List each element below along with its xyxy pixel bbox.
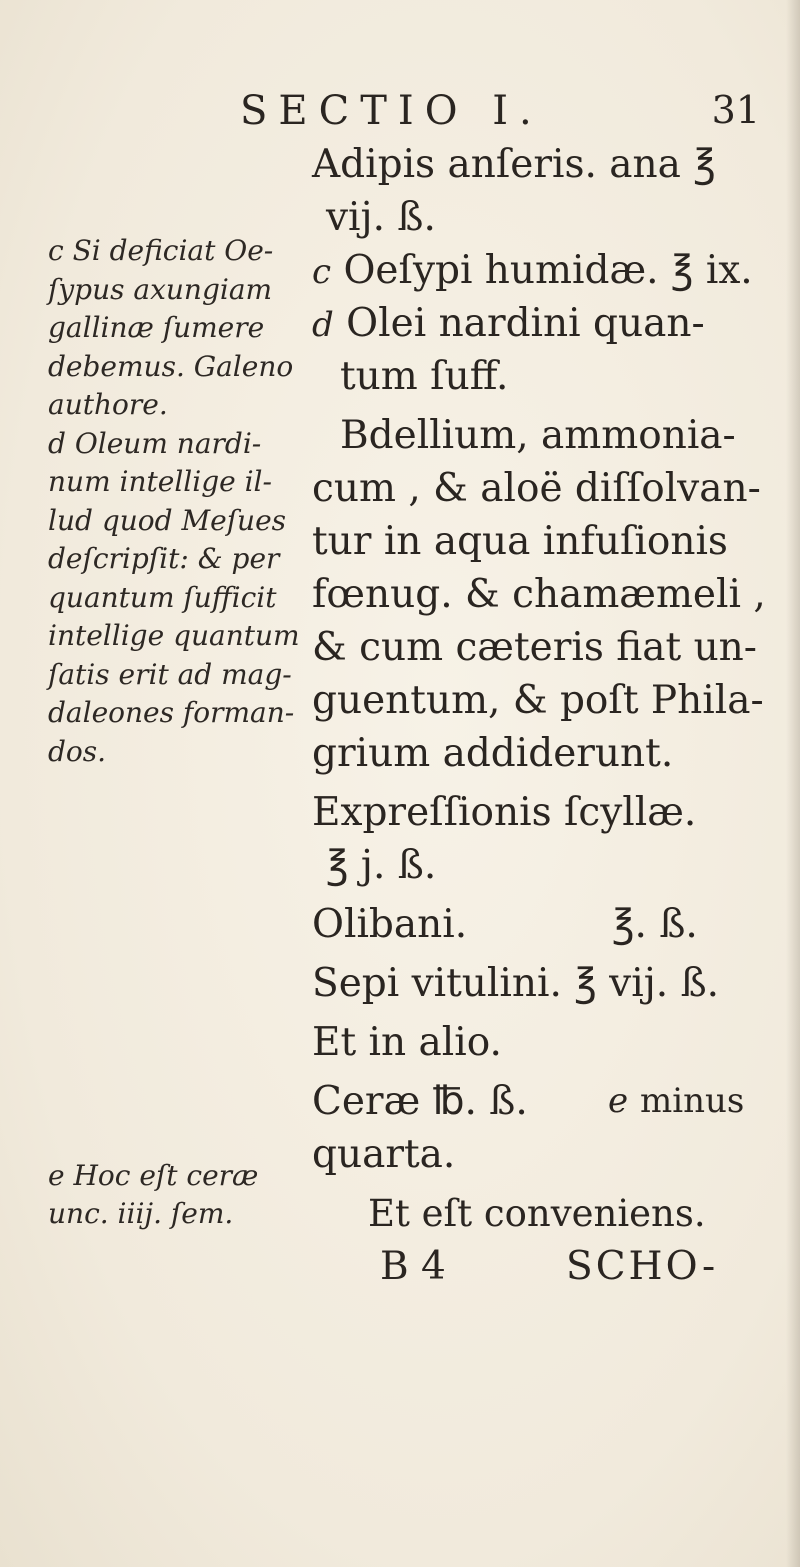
text-line [312, 297, 772, 350]
text-line: quarta. [312, 1132, 456, 1177]
margin-note-line: d Oleum nardi- [48, 426, 262, 460]
text-line [312, 1075, 772, 1128]
running-header [240, 88, 770, 138]
margin-note-e [48, 1157, 288, 1233]
margin-note-line: ſatis erit ad mag- [48, 657, 292, 691]
note-marker-d: d [312, 305, 334, 345]
text-line: Adipis anſeris. ana ℥ [312, 142, 716, 187]
text-line: & cum cæteris fiat un- [312, 625, 757, 670]
page-edge-shadow [786, 0, 800, 1567]
margin-note-line: authore. [48, 388, 168, 421]
margin-note-line: e Hoc eſt ceræ [48, 1159, 259, 1192]
note-marker-c: c [312, 252, 332, 292]
text-line: cum , & aloë diſſolvan- [312, 466, 761, 511]
note-marker-e: e [608, 1081, 629, 1121]
margin-note-line: intellige quantum [48, 619, 300, 652]
text-span: Olei nardini quan- [346, 301, 705, 346]
margin-note-line: debemus. Galeno [48, 349, 294, 383]
catchword-line [312, 1240, 772, 1293]
text-span: minus [640, 1081, 745, 1121]
text-line: Et eſt conveniens. [368, 1192, 706, 1235]
text-line: Sepi vitulini. ℥ vij. ß. [312, 961, 720, 1006]
page-number: 31 [711, 88, 760, 132]
margin-note-line: c Si deficiat Oe- [48, 234, 274, 267]
text-line: ℥ j. ß. [326, 843, 437, 888]
text-line: grium addiderunt. [312, 731, 674, 776]
text-line: Bdellium, ammonia- [340, 413, 736, 458]
text-span: ℥. ß. [612, 902, 698, 947]
text-span: Olibani. [312, 902, 468, 947]
text-line: Expreſſionis ſcyllæ. [312, 790, 697, 835]
text-line [312, 244, 772, 297]
text-line: tur in aqua infuſionis [312, 519, 728, 564]
margin-note-line: gallinæ ſumere [48, 311, 265, 344]
text-line: Et in alio. [312, 1020, 502, 1065]
margin-note-line: ſypus axungiam [48, 272, 273, 306]
margin-note-line: deſcripſit: & per [48, 542, 280, 575]
margin-note-line: dos. [48, 734, 107, 768]
margin-note-line: unc. iiij. ſem. [48, 1197, 234, 1230]
main-text-column [312, 138, 772, 1293]
margin-note-line: daleones forman- [48, 696, 295, 729]
text-line: tum ſuff. [340, 354, 509, 399]
text-line [312, 898, 772, 951]
text-line: guentum, & poſt Phila- [312, 678, 764, 723]
margin-note-line: num intellige il- [48, 465, 272, 498]
text-span: Ceræ ℔. ß. [312, 1079, 528, 1124]
margin-notes-c-d [48, 232, 300, 771]
margin-note-line: quantum ſufficit [48, 580, 277, 614]
section-title: SECTIO I. [240, 88, 543, 134]
signature-mark: B 4 [380, 1244, 446, 1289]
text-span: Oeſypi humidæ. ℥ ix. [343, 248, 753, 293]
text-line: fœnug. & chamæmeli , [312, 572, 766, 617]
catchword: SCHO- [566, 1244, 719, 1289]
text-line: vij. ß. [326, 195, 436, 240]
margin-note-line: lud quod Meſues [48, 503, 287, 537]
